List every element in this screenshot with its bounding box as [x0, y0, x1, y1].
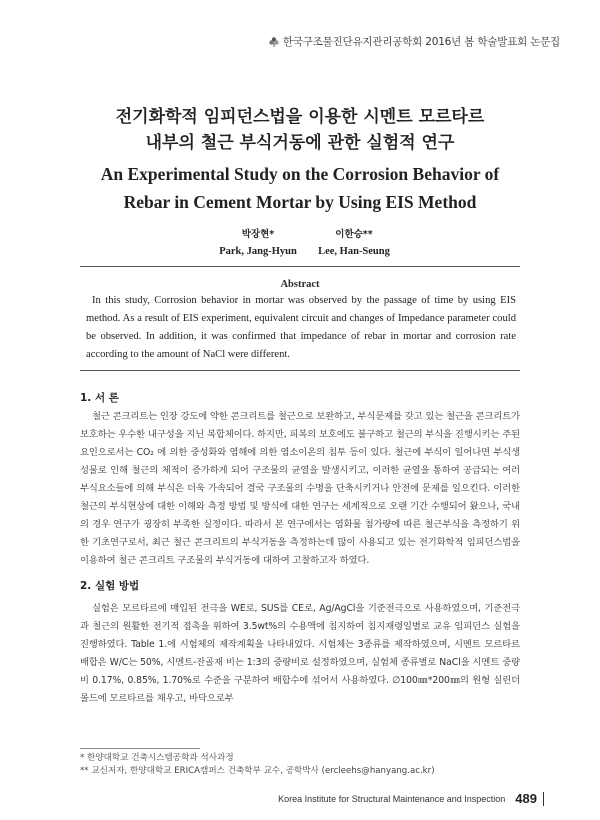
title-korean-line-1: 전기화학적 임피던스법을 이용한 시멘트 모르타르	[115, 107, 485, 127]
section-2-heading: 2. 실험 방법	[80, 580, 140, 592]
abstract-heading: Abstract	[280, 279, 320, 290]
footer-text: Korea Institute for Structural Maintenance and Inspection	[278, 793, 506, 804]
page-footer	[278, 791, 544, 806]
footer-bar	[543, 792, 544, 806]
page-number: 489	[515, 791, 537, 806]
header-text: 한국구조물진단유지관리공학회 2016년 봄 학술발표회 논문집	[282, 36, 560, 48]
running-header	[269, 34, 560, 49]
abstract-text: In this study, Corrosion behavior in mortar was observed by the passage of time by using EIS method. As a result of EIS experiment, equivalent circuit and changes of Impedance parameter could be observed. In addition, it was confirmed that impedance of rebar in mortar and corrosion rate according to the amount of NaCl were different.	[86, 295, 516, 360]
abstract-bottom-rule	[80, 370, 520, 371]
author-1-name-en: Park, Jang-Hyun	[219, 246, 297, 257]
title-english-line-2: Rebar in Cement Mortar by Using EIS Method	[123, 192, 477, 212]
title-english-line-1: An Experimental Study on the Corrosion Behavior of	[100, 164, 500, 184]
footnote-2: ** 교신저자, 한양대학교 ERICA캠퍼스 건축학부 교수, 공학박사 (ercleehs@hanyang.ac.kr)	[80, 766, 435, 776]
author-2-name-en: Lee, Han-Seung	[318, 246, 390, 257]
footnote-1: * 한양대학교 건축시스템공학과 석사과정	[80, 753, 234, 763]
author-2	[304, 226, 404, 260]
section-1-text: 철근 콘크리트는 인장 강도에 약한 콘크리트를 철근으로 보완하고, 부식문제를 갖고 있는 철근을 콘크리트가 보호하는 우수한 내구성을 지닌 복합체이다. 하지만, 피복의 보호에도 불구하고 철근의 부식을 진행시키는 주된 요인으로서는 CO₂ 에 의한 중성화와 염해에 의한 염소이온의 침투 등이 있다. 철근에 부식이 일어나면 부식생성물로 인해 철근의 체적이 증가하게 되어 구조물의 균열을 발생시키고, 이러한 균열을 통하여 공급되는 여러 부식요소들에 의해 부식은 더욱 가속되어 결국 구조물의 수명을 단축시키거나 안전에 문제를 일으킨다. 이러한 철근의 부식현상에 대한 이해와 측정 방법 및 방식에 대한 연구는 세계적으로 오랜 기간 수행되어 왔으나, 국내의 경우 연구가 굉장히 부족한 실정이다. 따라서 본 연구에서는 염화물 첨가량에 따른 철근부식을 측정하기 위한 기초연구로서, 최근 철근 콘크리트의 부식거동을 측정하는데 많이 사용되고 있는 전기화학적 임피던스법을 이용하여 철근 콘크리트 구조물의 부식거동에 대하여 고찰하고자 하였다.	[80, 411, 520, 566]
title-korean	[0, 104, 600, 156]
footnote-rule	[80, 748, 200, 749]
clover-icon	[269, 37, 279, 47]
abstract-top-rule	[80, 266, 520, 267]
title-korean-line-2: 내부의 철근 부식거동에 관한 실험적 연구	[145, 133, 455, 153]
author-2-name-ko: 이한승**	[335, 229, 373, 240]
section-1-heading: 1. 서 론	[80, 392, 119, 404]
title-english	[0, 160, 600, 216]
author-1-name-ko: 박장현*	[241, 229, 275, 240]
author-1	[208, 226, 308, 260]
section-2-text: 실험은 모르타르에 매입된 전극을 WE로, SUS를 CE로, Ag/AgCl을 기준전극으로 사용하였으며, 기준전극과 철근의 원활한 전기적 접촉을 위하여 3.5wt%의 수용액에 침지하여 침지재령일별로 교유 임피던스 실험을 진행하였다. Table 1.에 시험체의 제작계획을 나타내었다. 시험체는 3종류를 제작하였으며, 시멘트 모르타르 배합은 W/C는 50%, 시멘트-잔골재 비는 1:3의 중량비로 설정하였으며, 실험체 종류별로 NaCl을 시멘트 중량비 0.17%, 0.85%, 1.70%로 수준을 구분하여 배합수에 섞어서 사용하였다. ∅100㎜*200㎜의 원형 실린더 몰드에 모르타르를 채우고, 바닥으로부	[80, 603, 520, 704]
